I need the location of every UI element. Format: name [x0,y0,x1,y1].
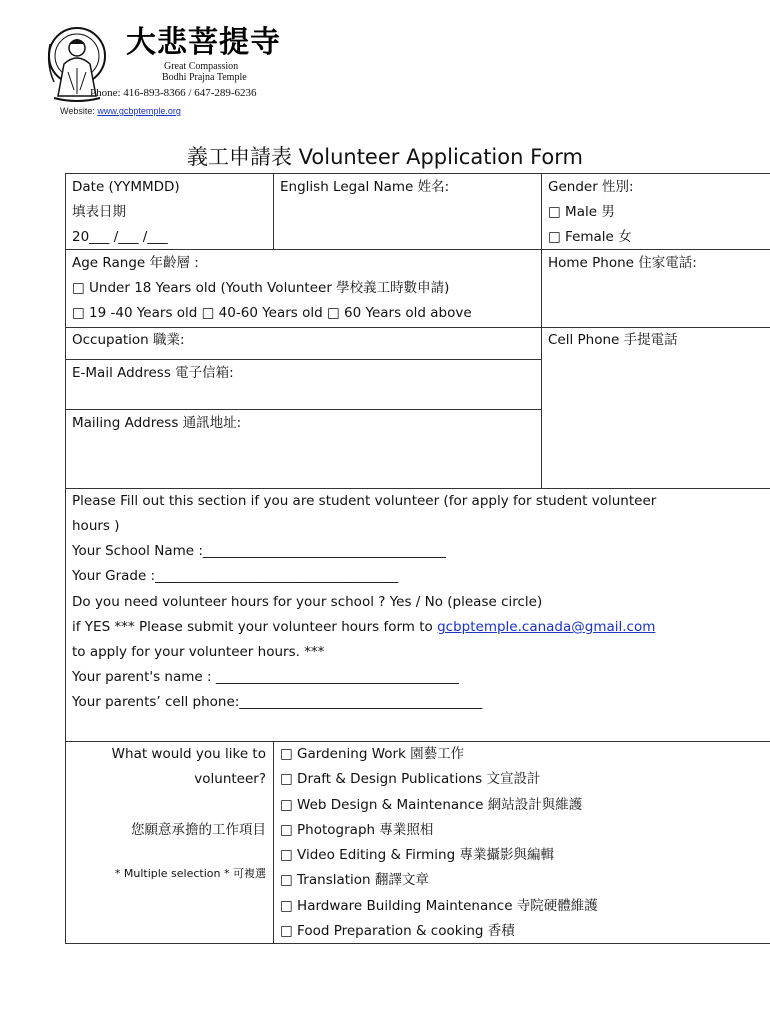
age-range-label: Age Range 年齡層 : [72,255,199,271]
gender-label: Gender 性別: [548,179,634,195]
col-divider-date [273,173,274,249]
volunteer-option-gardening[interactable]: □ Gardening Work 園藝工作 [280,746,465,762]
form-title: 義工申請表 Volunteer Application Form [186,145,583,169]
submit-instructions [72,615,655,640]
volunteer-option-video[interactable]: □ Video Editing & Firming 專業攝影與編輯 [280,847,554,863]
volunteer-option-translation[interactable]: □ Translation 翻譯文章 [280,872,429,888]
temple-website [60,106,181,116]
gender-female-checkbox[interactable]: □ Female 女 [548,229,632,245]
temple-name-en-line2: Bodhi Prajna Temple [162,72,247,83]
parent-phone-field[interactable]: Your parents’ cell phone:____________________________________ [72,694,483,710]
volunteer-option-web[interactable]: □ Web Design & Maintenance 網站設計與維護 [280,797,583,813]
volunteer-option-photograph[interactable]: □ Photograph 專業照相 [280,822,434,838]
row-divider-email-bottom [65,409,541,410]
volunteer-option-hardware[interactable]: □ Hardware Building Maintenance 寺院硬體維護 [280,898,598,914]
website-label: Website: [60,106,95,116]
col-divider-gender [541,173,542,489]
mailing-address-label: Mailing Address 通訊地址: [72,415,242,431]
grade-field[interactable]: Your Grade :____________________________________ [72,568,399,584]
multiple-selection-note: * Multiple selection * 可複選 [114,867,266,880]
website-link[interactable]: www.gcbptemple.org [97,106,181,116]
temple-header [40,18,320,118]
volunteer-hours-question: Do you need volunteer hours for your school ? Yes / No (please circle) [72,594,543,610]
temple-phone: Phone: 416-893-8366 / 647-289-6236 [90,87,257,99]
temple-name-en-line1: Great Compassion [164,61,239,72]
occupation-label: Occupation 職業: [72,332,185,348]
gender-male-checkbox[interactable]: □ Male 男 [548,204,615,220]
submit-instructions-text: if YES *** Please submit your volunteer hours form to [72,619,438,635]
date-label: Date (YYMMDD) [72,179,180,195]
student-section-intro: Please Fill out this section if you are student volunteer (for apply for student volunteer [72,493,657,509]
row-divider-email [65,359,541,360]
temple-name-cjk: 大悲菩提寺 [126,25,281,60]
cell-phone-label: Cell Phone 手提電話 [548,332,678,348]
date-field[interactable]: 20___ /___ /___ [72,229,168,245]
home-phone-label: Home Phone 住家電話: [548,255,697,271]
age-option-under-18[interactable]: □ Under 18 Years old (Youth Volunteer 學校義工時數申請) [72,280,450,296]
volunteer-option-food[interactable]: □ Food Preparation & cooking 香積 [280,923,515,939]
age-options-adult[interactable]: □ 19 -40 Years old □ 40-60 Years old □ 60 Years old above [72,305,472,321]
parent-name-field[interactable]: Your parent's name : ____________________________________ [72,669,459,685]
application-form [65,173,770,944]
school-name-field[interactable]: Your School Name :____________________________________ [72,543,446,559]
col-divider-volunteer [273,741,274,944]
email-label: E-Mail Address 電子信箱: [72,365,234,381]
submit-instructions-cont: to apply for your volunteer hours. *** [72,644,325,660]
english-name-label: English Legal Name 姓名: [280,179,450,195]
student-section-intro-cont: hours ) [72,518,120,534]
volunteer-question-line2: volunteer? [194,771,266,787]
form-border-left [65,173,66,944]
volunteer-question-cjk: 您願意承擔的工作項目 [131,822,266,838]
submit-email-link[interactable]: gcbptemple.canada@gmail.com [437,619,656,635]
date-label-cjk: 填表日期 [72,204,126,220]
form-border-top [65,173,770,174]
volunteer-question-line1: What would you like to [111,746,266,762]
row-divider-age [65,249,770,250]
volunteer-option-design[interactable]: □ Draft & Design Publications 文宣設計 [280,771,541,787]
